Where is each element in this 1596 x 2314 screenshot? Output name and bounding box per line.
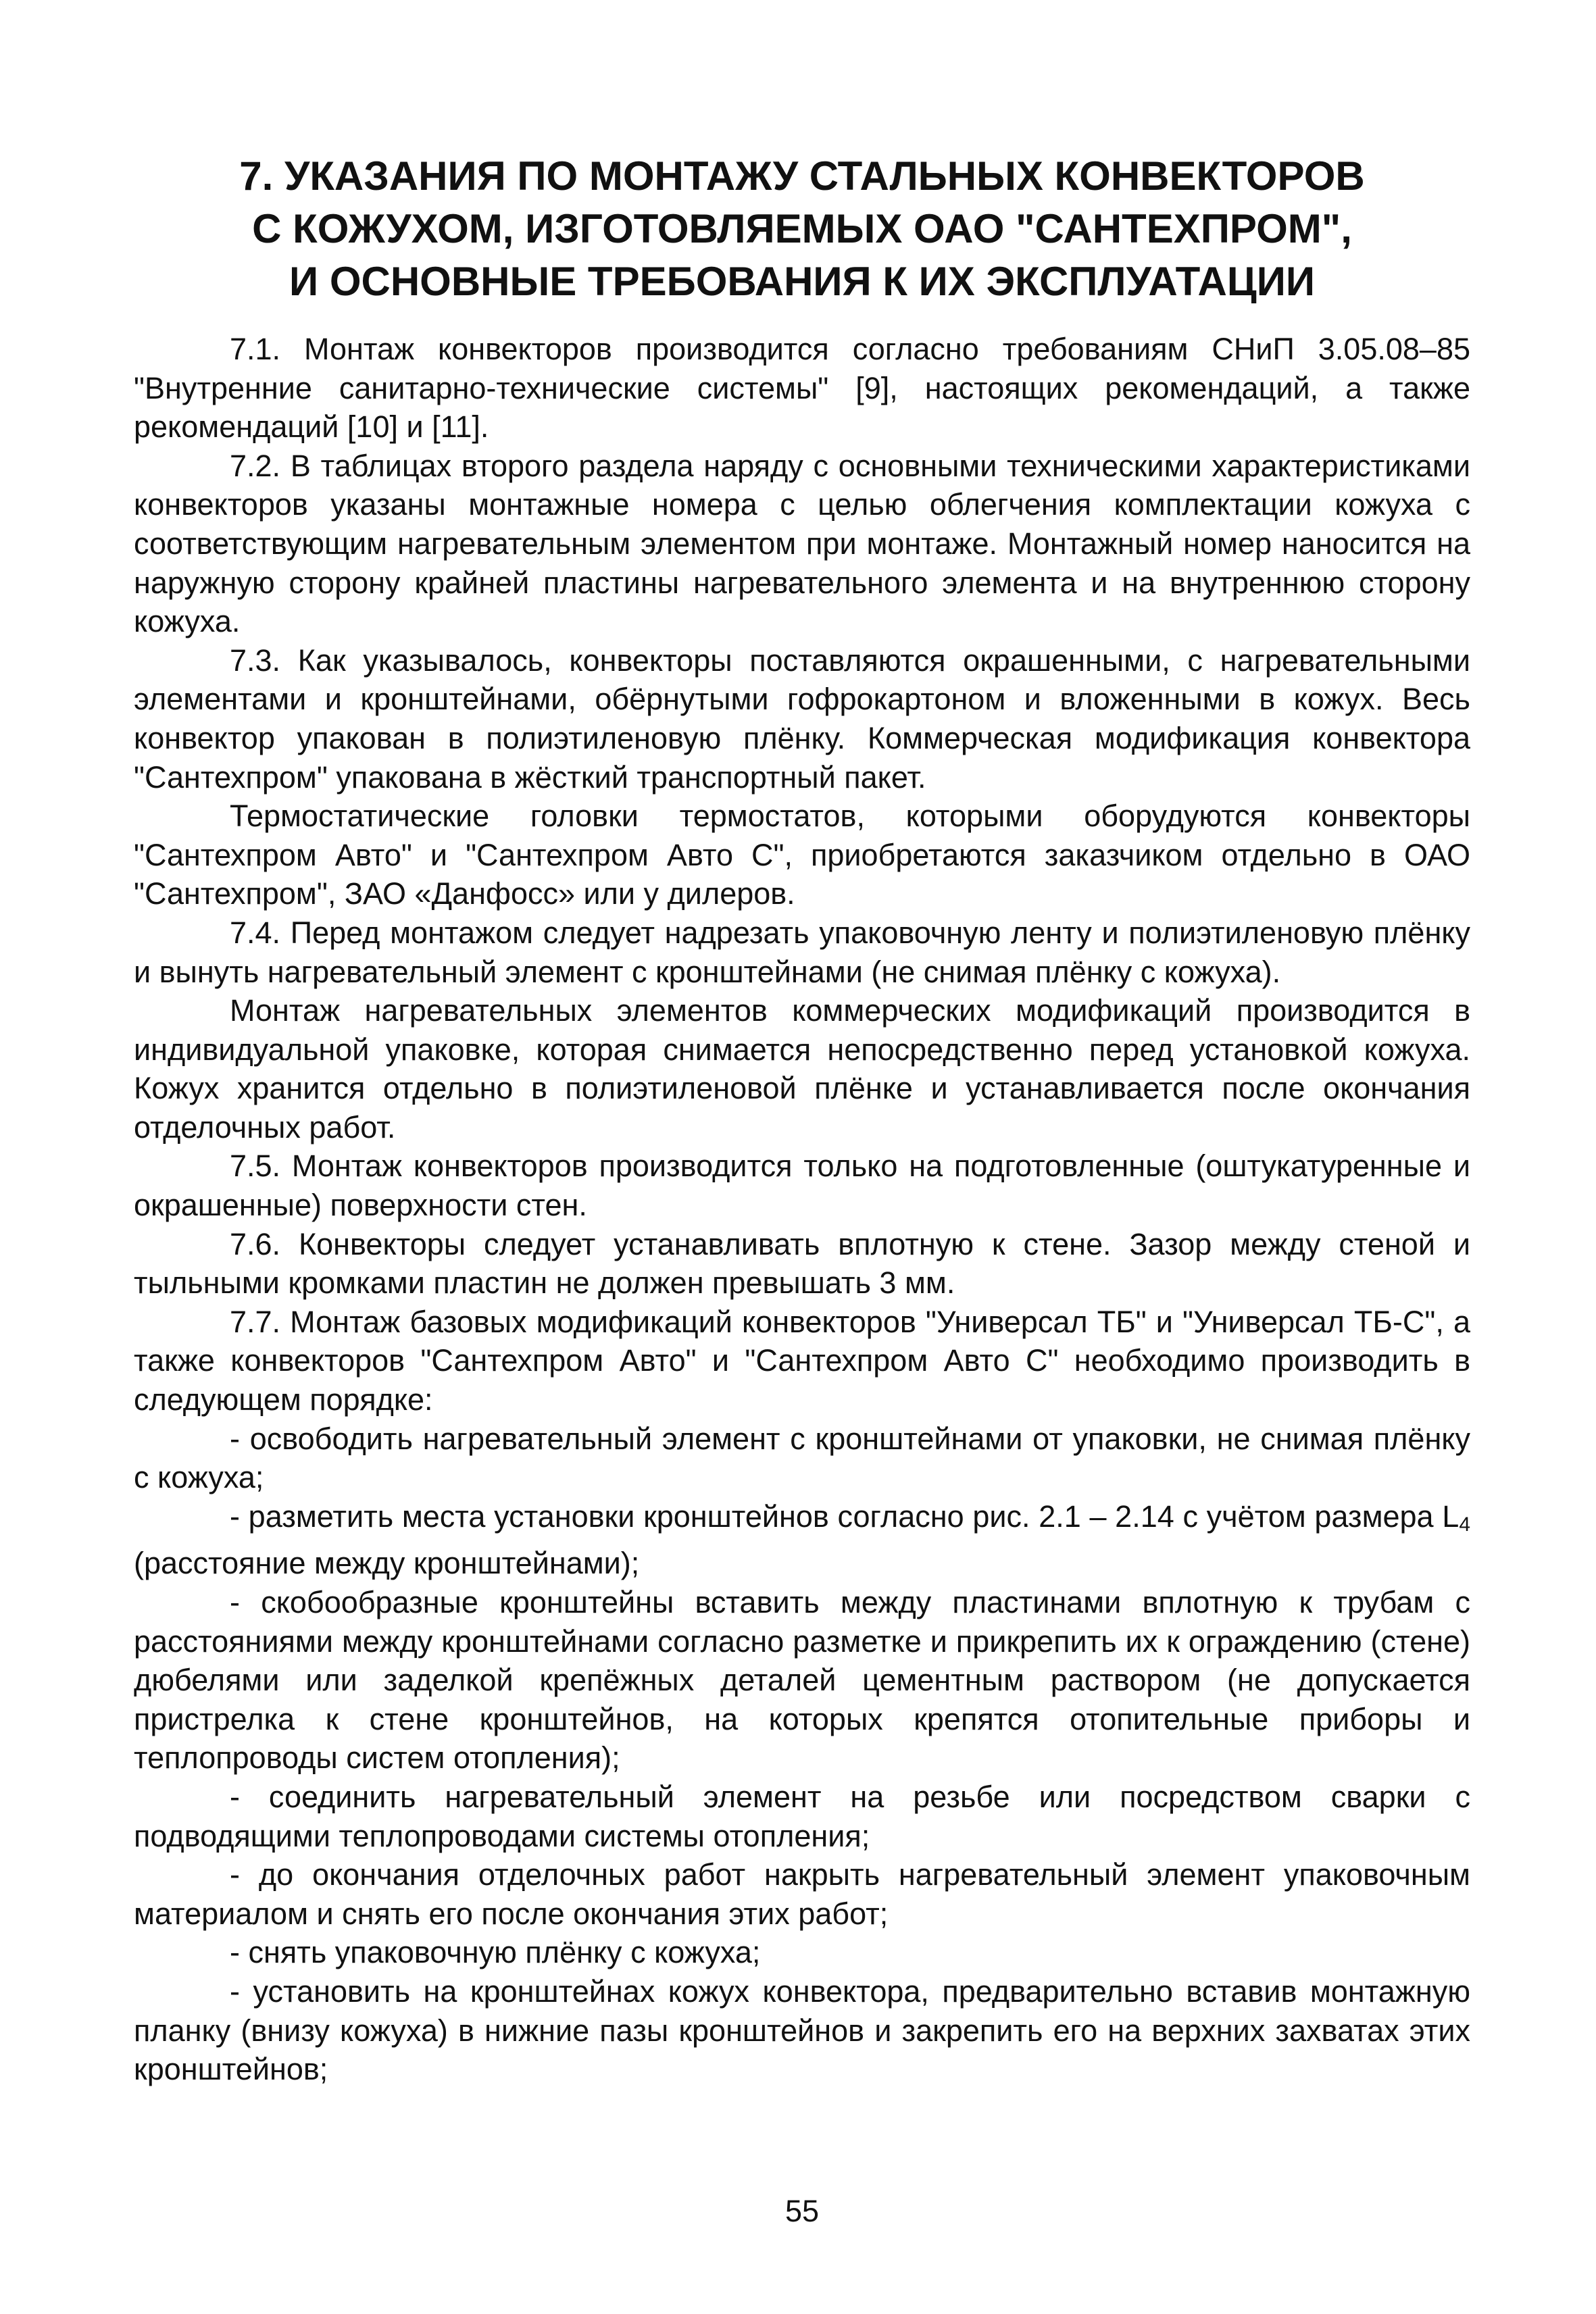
paragraph-7-3: 7.3. Как указывалось, конвекторы поставляются окрашенными, с нагревательными элементами и кронштейнами, обёрнутыми гофрокартоном и вложенными в кожух. Весь конвектор упакован в полиэтиленовую плёнку. Коммерческая модификация конвектора "Сантехпром" упакована в жёсткий транспортный пакет.	[134, 643, 1470, 795]
paragraph-7-6: 7.6. Конвекторы следует устанавливать вплотную к стене. Зазор между стеной и тыльными кромками пластин не должен превышать 3 мм.	[134, 1226, 1470, 1301]
title-line-1: 7. УКАЗАНИЯ ПО МОНТАЖУ СТАЛЬНЫХ КОНВЕКТОРОВ	[239, 153, 1365, 199]
list-item-insert-brackets: - скобообразные кронштейны вставить между пластинами вплотную к трубам с расстояниями между кронштейнами согласно разметке и прикрепить их к ограждению (стене) дюбелями или заделкой крепёжных деталей цементным раствором (не допускается пристрелка к стене кронштейнов, на которых крепятся отопительные приборы и теплопроводы систем отопления);	[134, 1585, 1470, 1776]
title-line-2: С КОЖУХОМ, ИЗГОТОВЛЯЕМЫХ ОАО "САНТЕХПРОМ",	[252, 206, 1352, 251]
section-title	[134, 150, 1470, 308]
list-item-mark-brackets-prefix: - разметить места установки кронштейнов согласно рис. 2.1 – 2.14 с учётом размера L	[230, 1499, 1460, 1534]
title-line-3: И ОСНОВНЫЕ ТРЕБОВАНИЯ К ИХ ЭКСПЛУАТАЦИИ	[289, 259, 1315, 304]
paragraph-commercial-mounting: Монтаж нагревательных элементов коммерческих модификаций производится в индивидуальной упаковке, которая снимается непосредственно перед установкой кожуха. Кожух хранится отдельно в полиэтиленовой плёнке и устанавливается после окончания отделочных работ.	[134, 993, 1470, 1145]
list-item-cover-heater: - до окончания отделочных работ накрыть нагревательный элемент упаковочным материалом и снять его после окончания этих работ;	[134, 1857, 1470, 1931]
body-text	[134, 330, 1470, 2089]
paragraph-7-5: 7.5. Монтаж конвекторов производится только на подготовленные (оштукатуренные и окрашенные) поверхности стен.	[134, 1149, 1470, 1223]
list-item-remove-film: - снять упаковочную плёнку с кожуха;	[230, 1935, 761, 1970]
list-item-release-heater: - освободить нагревательный элемент с кронштейнами от упаковки, не снимая плёнку с кожуха;	[134, 1421, 1470, 1495]
list-item-install-casing: - установить на кронштейнах кожух конвектора, предварительно вставив монтажную планку (внизу кожуха) в нижние пазы кронштейнов и закрепить его на верхних захватах этих кронштейнов;	[134, 1973, 1470, 2087]
paragraph-7-2: 7.2. В таблицах второго раздела наряду с основными техническими характеристиками конвекторов указаны монтажные номера с целью облегчения комплектации кожуха с соответствующим нагревательным элементом при монтаже. Монтажный номер наносится на наружную сторону крайней пластины нагревательного элемента и на внутреннюю сторону кожуха.	[134, 448, 1470, 639]
paragraph-7-1: 7.1. Монтаж конвекторов производится согласно требованиям СНиП 3.05.08–85 "Внутренние санитарно-технические системы" [9], настоящих рекомендаций, а также рекомендаций [10] и [11].	[134, 332, 1470, 445]
list-item-connect-heater: - соединить нагревательный элемент на резьбе или посредством сварки с подводящими теплопроводами системы отопления;	[134, 1779, 1470, 1853]
paragraph-thermostatic-heads: Термостатические головки термостатов, которыми оборудуются конвекторы "Сантехпром Авто" и "Сантехпром Авто С", приобретаются заказчиком отдельно в ОАО "Сантехпром", ЗАО «Данфосс» или у дилеров.	[134, 799, 1470, 911]
paragraph-7-4: 7.4. Перед монтажом следует надрезать упаковочную ленту и полиэтиленовую плёнку и вынуть нагревательный элемент с кронштейнами (не снимая плёнку с кожуха).	[134, 915, 1470, 989]
paragraph-7-7: 7.7. Монтаж базовых модификаций конвекторов "Универсал ТБ" и "Универсал ТБ-С", а также конвекторов "Сантехпром Авто" и "Сантехпром Авто С" необходимо производить в следующем порядке:	[134, 1304, 1470, 1417]
list-item-mark-brackets	[134, 1497, 1470, 1583]
page-number: 55	[784, 2194, 820, 2228]
list-item-mark-brackets-suffix: (расстояние между кронштейнами);	[134, 1546, 640, 1581]
document-page	[134, 0, 1470, 2314]
list-item-mark-brackets-subscript: 4	[1459, 1513, 1470, 1536]
